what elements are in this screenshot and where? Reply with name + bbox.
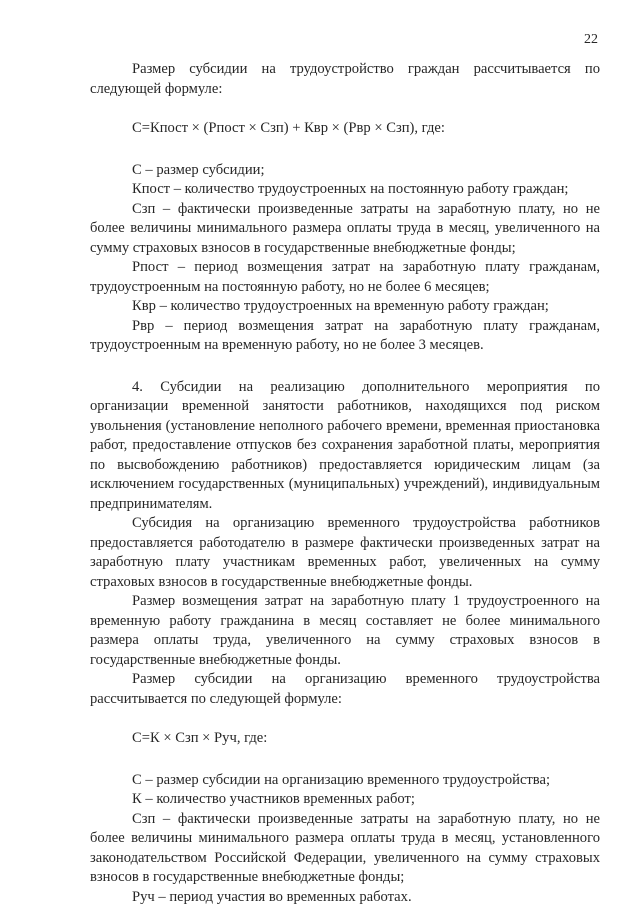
- document-body: [90, 60, 600, 907]
- definition2-ruch: Руч – период участия во временных работах.: [90, 888, 600, 907]
- paragraph-formula-intro: Размер субсидии на трудоустройство граждан рассчитывается по следующей формуле:: [90, 60, 600, 99]
- definition-kpost: Кпост – количество трудоустроенных на постоянную работу граждан;: [90, 180, 600, 200]
- page-number: 22: [584, 30, 598, 50]
- paragraph-reimbursement: Размер возмещения затрат на заработную плату 1 трудоустроенного на временную работу гражданина в месяц составляет не более минимального размера оплаты труда, увеличенного на сумму страховых взносов в государственные внебюджетные фонды.: [90, 592, 600, 670]
- definition-kvr: Квр – количество трудоустроенных на временную работу граждан;: [90, 297, 600, 317]
- formula-temp-employment-subsidy: С=К × Сзп × Руч, где:: [132, 729, 600, 749]
- definition2-c: С – размер субсидии на организацию временного трудоустройства;: [90, 771, 600, 791]
- definition-rpost: Рпост – период возмещения затрат на заработную плату гражданам, трудоустроенным на постоянную работу, но не более 6 месяцев;: [90, 258, 600, 297]
- paragraph-formula2-intro: Размер субсидии на организацию временного трудоустройства рассчитывается по следующей формуле:: [90, 670, 600, 709]
- paragraph-subsidy-temp-employment: Субсидия на организацию временного трудоустройства работников предоставляется работодателю в размере фактически произведенных затрат на заработную плату участникам временных работ, увеличенных на сумму страховых взносов в государственные внебюджетные фонды.: [90, 514, 600, 592]
- definition-szp: Сзп – фактически произведенные затраты на заработную плату, но не более величины минимального размера оплаты труда в месяц, увеличенного на сумму страховых взносов в государственные внебюджетные фонды;: [90, 200, 600, 259]
- definition-rvr: Рвр – период возмещения затрат на заработную плату гражданам, трудоустроенным на временную работу, но не более 3 месяцев.: [90, 317, 600, 356]
- definition2-szp: Сзп – фактически произведенные затраты на заработную плату, но не более величины минимального размера оплаты труда в месяц, установленного законодательством Российской Федерации, увеличенного на сумму страховых взносов в государственные внебюджетные фонды;: [90, 810, 600, 888]
- definition2-k: К – количество участников временных работ;: [90, 790, 600, 810]
- formula-employment-subsidy: С=Кпост × (Рпост × Сзп) + Квр × (Рвр × Сзп), где:: [132, 119, 600, 139]
- item-4: 4. Субсидии на реализацию дополнительного мероприятия по организации временной занятости работников, находящихся под риском увольнения (установление неполного рабочего времени, временная приостановка работ, предоставление отпусков без сохранения заработной платы, мероприятия по высвобождению работников) предоставляется юридическим лицам (за исключением государственных (муниципальных) учреждений), индивидуальным предпринимателям.: [90, 378, 600, 515]
- definition-c: С – размер субсидии;: [90, 161, 600, 181]
